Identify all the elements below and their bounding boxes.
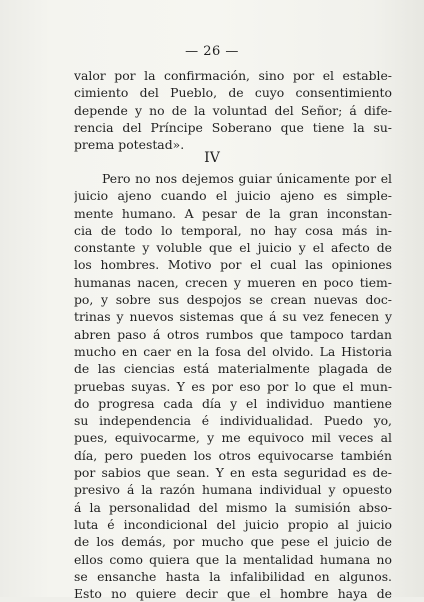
text-line: rencia del Príncipe Soberano que tiene la su- [74, 119, 392, 135]
text-line: presivo á la razón humana individual y opuesto [74, 482, 392, 498]
text-line: valor por la confirmación, sino por el estable- [74, 68, 392, 83]
text-line: á la personalidad del mismo la sumisión abso- [74, 499, 392, 515]
text-line: Pero no nos dejemos guiar únicamente por el [102, 171, 392, 186]
text-line: de los demás, por mucho que pese el juicio de [74, 534, 392, 550]
text-line: se ensanche hasta la infalibilidad en algunos. [74, 568, 392, 584]
paragraph-continuation [74, 67, 392, 153]
text-line: abren paso á otros rumbos que tampoco tardan [74, 326, 392, 342]
text-line: pues, equivocarme, y me equivoco mil veces al [74, 430, 392, 446]
text-line: por sabios que sean. Y en esta seguridad es de- [74, 465, 392, 481]
text-line: cia de todo lo temporal, no hay cosa más in- [74, 222, 392, 238]
text-line: humanas nacen, crecen y mueren en poco tiem- [74, 274, 392, 290]
text-line: de las ciencias está materialmente plagada de [74, 361, 392, 377]
text-line: Esto no quiere decir que el hombre haya de [74, 586, 392, 602]
text-line: do progresa cada día y el individuo mantiene [74, 395, 392, 411]
text-line: día, pero pueden los otros equivocarse también [74, 447, 392, 463]
text-line: pruebas suyas. Y es por eso por lo que el mun- [74, 378, 392, 394]
text-line: trinas y nuevos sistemas que á su vez fenecen y [74, 309, 392, 325]
paragraph-section-iv [74, 170, 392, 602]
text-line: luta é incondicional del juicio propio al juicio [74, 516, 392, 532]
text-line: constante y voluble que el juicio y el afecto de [74, 240, 392, 256]
text-line: mente humano. A pesar de la gran inconstan- [74, 205, 392, 221]
section-heading: IV [204, 150, 220, 166]
text-line: su independencia é individualidad. Puedo yo, [74, 413, 392, 429]
text-line: juicio ajeno cuando el juicio ajeno es simple- [74, 188, 392, 204]
page-number: — 26 — [185, 44, 239, 59]
text-line: los hombres. Motivo por el cual las opiniones [74, 257, 392, 273]
text-line: cimiento del Pueblo, de cuyo consentimiento [74, 85, 392, 101]
text-line: ellos como quiera que la mentalidad humana no [74, 551, 392, 567]
text-line: prema potestad». [74, 137, 185, 153]
text-line: depende y no de la voluntad del Señor; á dife- [74, 102, 392, 118]
text-line: mucho en caer en la fosa del olvido. La Historia [74, 343, 392, 359]
text-line: po, y sobre sus despojos se crean nuevas doc- [74, 292, 392, 308]
